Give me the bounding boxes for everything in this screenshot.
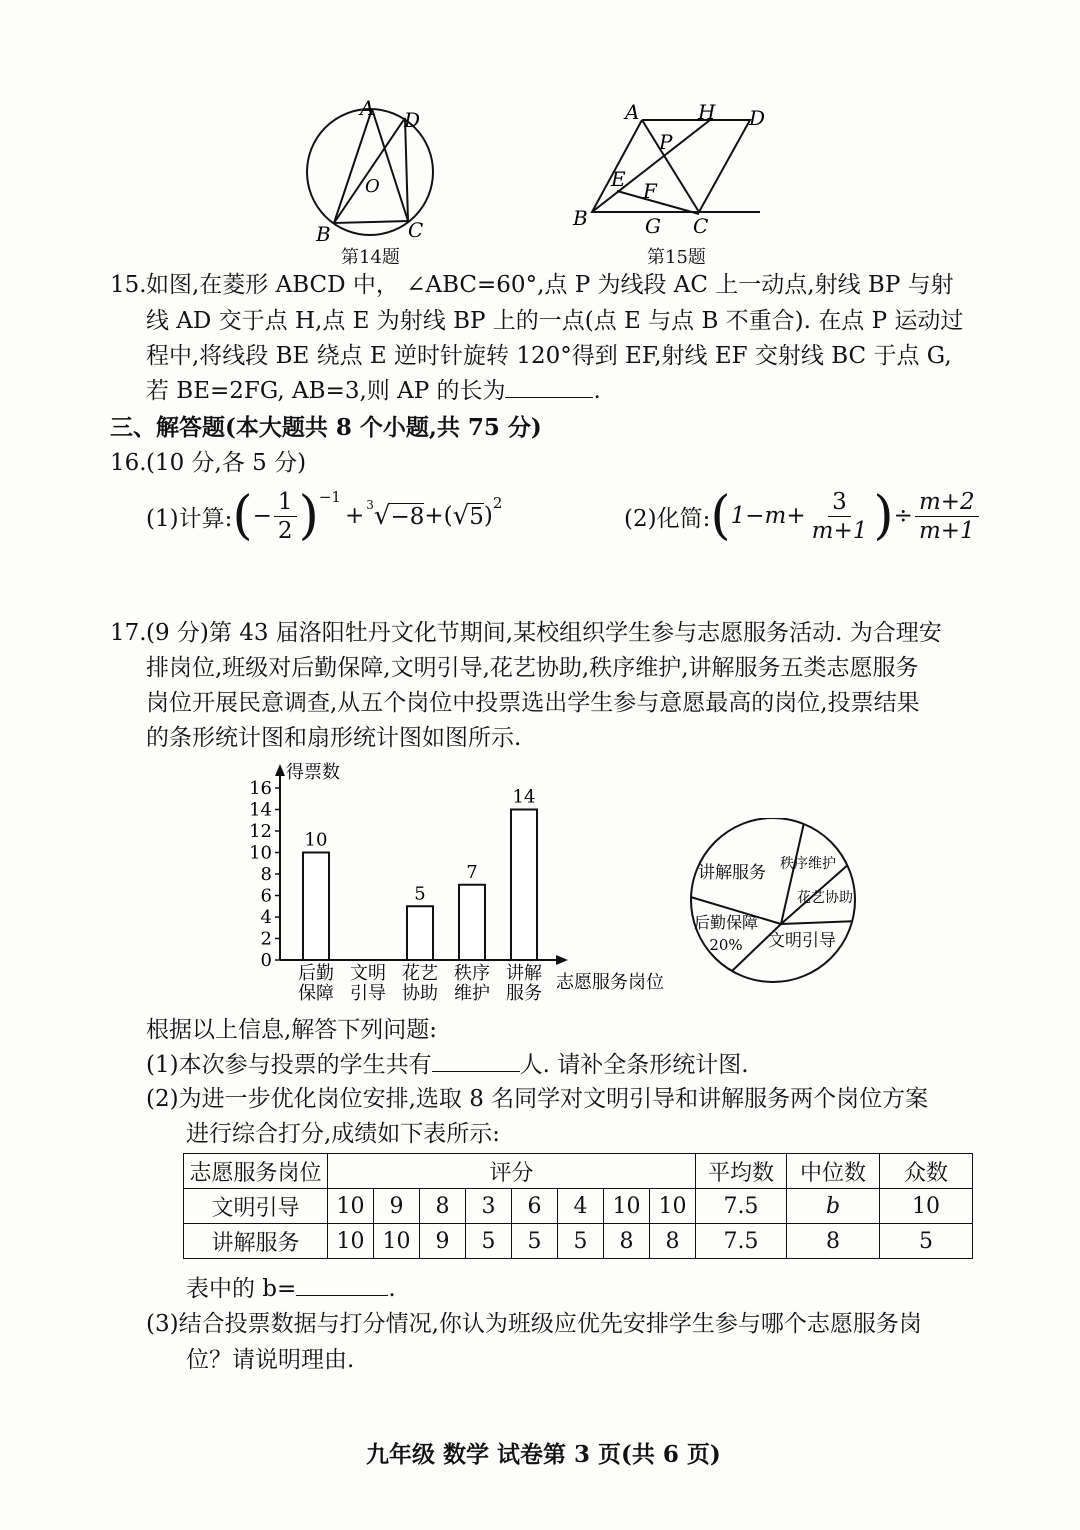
q17-line-4: 的条形统计图和扇形统计图如图所示. (146, 725, 522, 751)
fraction-denominator: m+1 (918, 517, 975, 544)
q17-sub-1-text-end: 人. 请补全条形统计图. (519, 1052, 749, 1078)
mean-cell: 7.5 (696, 1189, 787, 1224)
bar-chart (240, 762, 680, 1012)
score-cell: 10 (604, 1189, 650, 1224)
label-f: F (643, 179, 657, 203)
bar (459, 885, 485, 960)
x-tick-label: 维护 (454, 983, 490, 1004)
median-cell: b (787, 1189, 880, 1224)
score-cell: 5 (466, 1224, 512, 1259)
mode-cell: 5 (880, 1224, 973, 1259)
exponent-2: 2 (492, 494, 503, 512)
q17-b-line (186, 1272, 396, 1307)
label-b: B (573, 206, 588, 230)
q15-line-4-end: . (593, 378, 601, 404)
header-cell: 评分 (328, 1154, 696, 1189)
q17-sub-2-line-2: 进行综合打分,成绩如下表所示: (186, 1121, 501, 1147)
fraction-numerator: 3 (828, 488, 851, 517)
table-row (184, 1224, 973, 1259)
q17-b-end: . (388, 1276, 396, 1302)
fraction-numerator: 1 (274, 488, 297, 517)
sqrt-arg: 5 (469, 503, 484, 530)
segment-ef (617, 191, 699, 214)
y-tick-label: 12 (249, 821, 272, 842)
bar-data-label: 7 (466, 861, 478, 883)
q17-sub-1 (146, 1048, 749, 1083)
q15-line-3: 程中,将线段 BE 绕点 E 逆时针旋转 120°得到 EF,射线 EF 交射线 BC 于点 G, (146, 343, 952, 369)
q16-part-2-label: (2)化简: (624, 505, 711, 532)
label-a: A (360, 96, 375, 120)
table-header-row (184, 1154, 973, 1189)
y-tick-label: 14 (249, 799, 272, 821)
fraction-numerator: m+2 (915, 488, 979, 517)
x-tick-label: 协助 (402, 983, 438, 1004)
y-tick-label: 10 (249, 842, 272, 864)
q15-line-4 (146, 374, 601, 409)
score-cell: 8 (604, 1224, 650, 1259)
radicand: −8 (390, 503, 425, 530)
fraction-denominator: 2 (277, 517, 293, 544)
score-cell: 9 (420, 1224, 466, 1259)
q17-sub-3-line-2: 位？请说明理由. (186, 1347, 355, 1373)
x-axis-label: 志愿服务岗位 (556, 972, 664, 993)
row-name: 讲解服务 (184, 1224, 328, 1259)
label-d: D (404, 108, 421, 132)
q16-part-1-label: (1)计算: (146, 505, 233, 532)
x-tick-label: 文明 (350, 963, 386, 984)
x-tick-label: 花艺 (402, 963, 438, 984)
x-axis-arrow (556, 955, 568, 965)
fraction-m-plus-2-over-m-plus-1 (915, 488, 979, 545)
label-g: G (645, 214, 661, 238)
q17-line-1: (9 分)第 43 届洛阳牡丹文化节期间,某校组织学生参与志愿服务活动. 为合理安 (146, 620, 942, 646)
x-tick-label: 后勤 (298, 963, 334, 984)
paren-close: ) (873, 486, 894, 546)
figure-15 (565, 95, 775, 245)
pie-slice-label: 讲解服务 (698, 863, 766, 883)
fraction-one-half (274, 488, 297, 545)
label-d: D (749, 106, 766, 130)
plus-sign: + (344, 503, 365, 529)
q17-sub-1-text: (1)本次参与投票的学生共有 (146, 1052, 432, 1078)
q17-number: 17. (110, 620, 147, 646)
q15-answer-blank[interactable] (505, 375, 593, 398)
minus-sign: − (252, 503, 272, 529)
expression-lead: 1−m+ (730, 503, 806, 529)
score-table (183, 1153, 973, 1259)
divide-sign: ÷ (893, 503, 913, 529)
q15-line-2: 线 AD 交于点 H,点 E 为射线 BP 上的一点(点 E 与点 B 不重合). 在点 P 运动过 (146, 308, 964, 334)
bar-data-label: 10 (304, 829, 328, 851)
bar (511, 810, 537, 961)
y-axis-label: 得票数 (286, 762, 340, 783)
score-cell: 8 (650, 1224, 696, 1259)
radical-sign: √ (373, 501, 391, 531)
pie-slice-divider (781, 921, 852, 924)
q17-line-3: 岗位开展民意调查,从五个岗位中投票选出学生参与意愿最高的岗位,投票结果 (146, 690, 920, 716)
root-index: 3 (366, 498, 374, 512)
y-tick-label: 4 (260, 907, 272, 928)
y-axis-arrow (275, 764, 285, 776)
bar (407, 906, 433, 960)
q16-part-2 (624, 484, 981, 548)
segment-bd (334, 118, 405, 223)
x-tick-label: 秩序 (454, 963, 490, 984)
x-tick-label: 讲解 (506, 963, 542, 984)
header-cell: 众数 (880, 1154, 973, 1189)
q17-b-text: 表中的 b= (186, 1276, 297, 1302)
y-tick-label: 6 (260, 885, 272, 907)
segment-ac (372, 109, 408, 221)
y-tick-label: 2 (260, 928, 272, 950)
header-cell: 中位数 (787, 1154, 880, 1189)
q17-line-2: 排岗位,班级对后勤保障,文明引导,花艺协助,秩序维护,讲解服务五类志愿服务 (146, 655, 919, 681)
score-cell: 3 (466, 1189, 512, 1224)
q17-sub-2-line-1: (2)为进一步优化岗位安排,选取 8 名同学对文明引导和讲解服务两个岗位方案 (146, 1086, 929, 1112)
pie-slice-label: 后勤保障 (693, 913, 759, 932)
paren-open: ( (232, 486, 253, 546)
score-cell: 9 (374, 1189, 420, 1224)
pie-slice-label: 秩序维护 (780, 856, 836, 872)
pie-slice-value: 20% (709, 936, 743, 954)
score-cell: 10 (328, 1189, 374, 1224)
label-p: P (659, 130, 673, 154)
figure-14 (290, 95, 450, 265)
score-cell: 4 (558, 1189, 604, 1224)
page-footer: 九年级 数学 试卷第 3 页(共 6 页) (366, 1441, 721, 1468)
pie-slice-divider (781, 824, 804, 924)
label-c: C (693, 214, 709, 238)
score-cell: 8 (420, 1189, 466, 1224)
q15-line-4-text: 若 BE=2FG, AB=3,则 AP 的长为 (146, 378, 506, 404)
label-b: B (316, 222, 331, 246)
plus-paren: +( (424, 503, 453, 529)
label-o: O (365, 176, 380, 197)
q17-b-blank[interactable] (296, 1273, 388, 1296)
score-cell: 10 (650, 1189, 696, 1224)
score-cell: 10 (328, 1224, 374, 1259)
q17-sub-1-blank[interactable] (432, 1049, 520, 1072)
q16-header: (10 分,各 5 分) (146, 450, 307, 476)
x-tick-label: 保障 (298, 983, 334, 1004)
figure-14-caption: 第14题 (341, 247, 400, 268)
median-cell: 8 (787, 1224, 880, 1259)
score-cell: 5 (512, 1224, 558, 1259)
header-cell: 志愿服务岗位 (184, 1154, 328, 1189)
bar-data-label: 5 (414, 883, 426, 905)
fraction-denominator: m+1 (811, 517, 868, 544)
exponent: −1 (318, 488, 341, 506)
label-e: E (611, 167, 626, 191)
pie-slice-label: 文明引导 (768, 931, 836, 951)
close-paren: ) (483, 503, 493, 529)
bar-data-label: 14 (512, 786, 536, 808)
y-tick-label: 0 (260, 950, 272, 971)
pie-slice-label: 花艺协助 (797, 890, 853, 906)
bar (303, 853, 329, 961)
q17-sub-3-line-1: (3)结合投票数据与打分情况,你认为班级应优先安排学生参与哪个志愿服务岗 (146, 1311, 922, 1337)
fraction-3-over-m-plus-1 (808, 488, 872, 545)
table-row (184, 1189, 973, 1224)
y-tick-label: 8 (260, 864, 272, 885)
paren-close: ) (298, 486, 319, 546)
label-a: A (625, 100, 640, 124)
header-cell: 平均数 (696, 1154, 787, 1189)
y-tick-label: 16 (249, 778, 272, 799)
mean-cell: 7.5 (696, 1224, 787, 1259)
section-3-heading: 三、解答题(本大题共 8 个小题,共 75 分) (110, 414, 542, 441)
q17-info: 根据以上信息,解答下列问题: (146, 1017, 438, 1043)
figure-15-caption: 第15题 (647, 247, 706, 268)
label-c: C (408, 218, 424, 242)
score-cell: 5 (558, 1224, 604, 1259)
score-cell: 6 (512, 1189, 558, 1224)
q16-part-1 (146, 484, 502, 548)
q15-number: 15. (110, 272, 147, 298)
mode-cell: 10 (880, 1189, 973, 1224)
x-tick-label: 服务 (506, 983, 542, 1004)
label-h: H (698, 100, 716, 124)
row-name: 文明引导 (184, 1189, 328, 1224)
q15-line-1: 如图,在菱形 ABCD 中， ∠ABC=60°,点 P 为线段 AC 上一动点,射线 BP 与射 (146, 272, 954, 298)
pie-chart (680, 818, 870, 988)
x-tick-label: 引导 (350, 983, 386, 1004)
paren-open: ( (710, 486, 731, 546)
score-cell: 10 (374, 1224, 420, 1259)
q16-number: 16. (110, 450, 147, 476)
sqrt-sign: √ (452, 501, 470, 531)
